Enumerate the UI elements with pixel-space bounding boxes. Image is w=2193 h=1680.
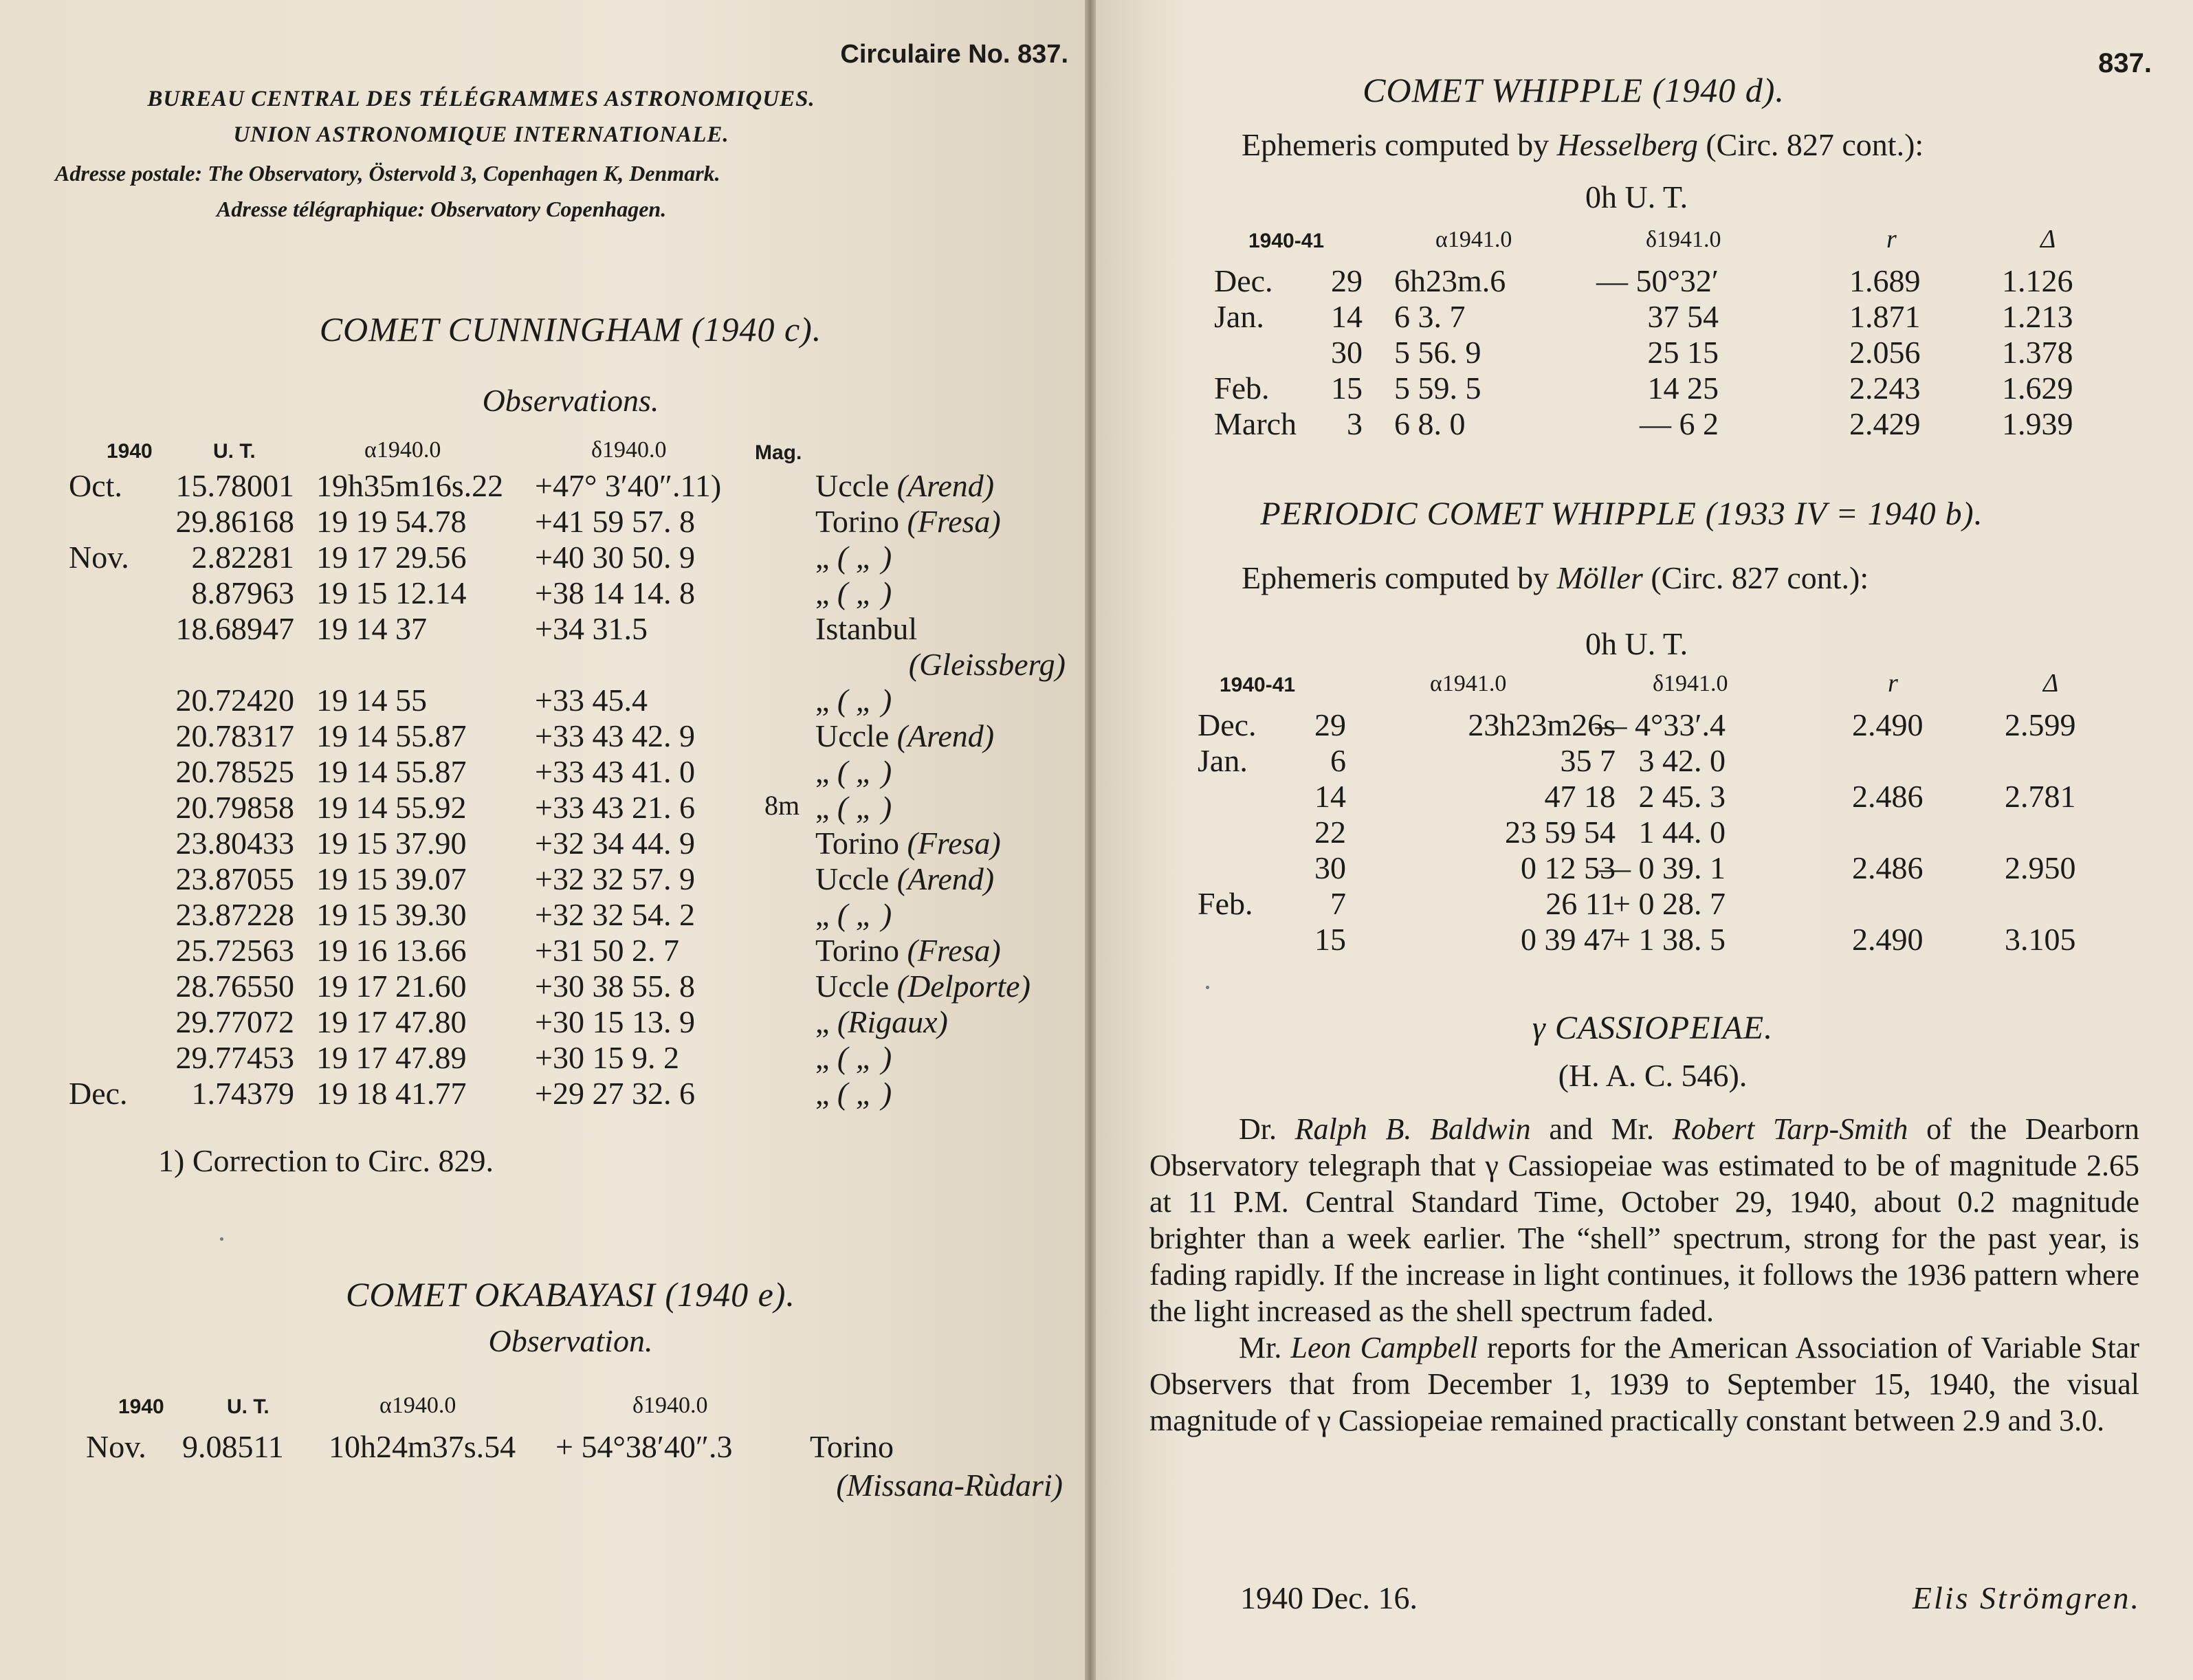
cunningham-subtitle: Observations. — [482, 383, 659, 418]
cell-observer: „ ( „ ) — [815, 1076, 892, 1111]
cell-delta: 1.629 — [2002, 371, 2073, 406]
cell-ut: 20.79858 — [175, 790, 294, 825]
table-row — [1096, 707, 2193, 742]
table-row — [1096, 814, 2193, 850]
cell-ra: 19 14 55.87 — [316, 718, 467, 753]
cell-ra: 5 59. 5 — [1394, 371, 1481, 406]
cell-day: 29 — [1331, 263, 1363, 298]
cell-ut: 28.76550 — [175, 969, 294, 1004]
cell-ra: 6h23m.6 — [1394, 263, 1506, 298]
cell-observer: „ ( „ ) — [815, 540, 892, 575]
cell-day: 22 — [1314, 815, 1346, 850]
cell-observer: „ ( „ ) — [815, 897, 892, 932]
cell-ut: 8.87963 — [191, 575, 294, 610]
cell-dec: +29 27 32. 6 — [535, 1076, 695, 1111]
cell-month: Dec. — [1214, 263, 1273, 298]
cell-day: 29 — [1314, 707, 1346, 742]
cell-ra: 19 17 47.89 — [316, 1040, 467, 1075]
circulaire-number: Circulaire No. 837. — [840, 40, 1068, 69]
table-row — [0, 539, 1086, 575]
cell-day: 30 — [1314, 850, 1346, 885]
cell-day: 6 — [1330, 743, 1346, 778]
table-row — [0, 968, 1086, 1004]
cell-ut: 23.87228 — [175, 897, 294, 932]
col-ra: α1941.0 — [1430, 671, 1507, 696]
whipple-time: 0h U. T. — [1585, 179, 1688, 214]
cell-dec: 2 45. 3 — [1638, 779, 1726, 814]
table-row — [0, 753, 1086, 789]
col-r: r — [1886, 225, 1897, 254]
cell-ra: 19 14 55 — [316, 683, 427, 718]
cell-ra: 19 14 55.92 — [316, 790, 467, 825]
cell-observer: „ ( „ ) — [815, 683, 892, 718]
table-row — [0, 575, 1086, 610]
cell-ra: 19h35m16s.22 — [316, 468, 504, 503]
cell-observer: Torino (Fresa) — [815, 826, 1001, 861]
table-row — [0, 932, 1086, 968]
cell-observer: „ ( „ ) — [815, 790, 892, 825]
cell-ra: 19 15 39.30 — [316, 897, 467, 932]
col-ut: U. T. — [213, 440, 256, 463]
cell-dec: +32 34 44. 9 — [535, 826, 695, 861]
cell-ra: 6 3. 7 — [1394, 299, 1466, 334]
cell-ut: 29.86168 — [175, 504, 294, 539]
cunningham-footnote: 1) Correction to Circ. 829. — [158, 1143, 494, 1178]
table-row — [1096, 263, 2193, 298]
cell-dec: +41 59 57. 8 — [535, 504, 695, 539]
col-year: 1940-41 — [1248, 230, 1325, 252]
cassiopeiae-text — [1149, 1111, 2139, 1439]
table-row — [0, 503, 1086, 539]
cell-mag: 8m — [764, 790, 800, 821]
cell-delta: 2.950 — [2005, 850, 2076, 885]
cell-ra: 0 39 47 — [1521, 922, 1616, 957]
cell-ut: 25.72563 — [175, 933, 294, 968]
text-run: Dr. — [1239, 1112, 1295, 1146]
ephem-suffix: (Circ. 827 cont.): — [1697, 127, 1924, 162]
ephem-prefix: Ephemeris computed by — [1242, 127, 1557, 162]
cell-r: 2.429 — [1849, 406, 1921, 441]
table-row — [0, 825, 1086, 861]
cell-day: 15 — [1331, 371, 1363, 406]
cell-observer: Uccle (Arend) — [815, 468, 995, 503]
cell-dec: +30 15 13. 9 — [535, 1004, 695, 1039]
cell-month: Jan. — [1198, 743, 1248, 778]
cell-month: Feb. — [1214, 371, 1270, 406]
cell-month: Dec. — [1198, 707, 1257, 742]
cell-delta: 2.599 — [2005, 707, 2076, 742]
cell-ra: 35 7 — [1560, 743, 1616, 778]
col-dec: δ1940.0 — [591, 437, 667, 463]
col-mag: Mag. — [755, 441, 802, 464]
cell-ra: 10h24m37s.54 — [329, 1429, 516, 1464]
cell-r: 2.490 — [1852, 707, 1924, 742]
cell-r: 1.871 — [1849, 299, 1921, 334]
paragraph-baldwin — [1149, 1111, 2139, 1329]
cell-ut: 20.78317 — [175, 718, 294, 753]
cell-dec: +34 31.5 — [535, 611, 648, 646]
cell-dec: — 0 39. 1 — [1599, 850, 1726, 885]
cell-observer: „ ( „ ) — [815, 575, 892, 610]
cell-ra: 19 17 21.60 — [316, 969, 467, 1004]
col-ra: α1941.0 — [1435, 227, 1512, 252]
col-year: 1940-41 — [1220, 674, 1296, 696]
cassiopeiae-subtitle: (H. A. C. 546). — [1558, 1058, 1748, 1093]
table-row — [1096, 298, 2193, 334]
table-row — [1096, 850, 2193, 885]
ephem-suffix: (Circ. 827 cont.): — [1642, 560, 1869, 595]
person-name: Leon Campbell — [1290, 1331, 1478, 1364]
cell-observer: Uccle (Arend) — [815, 861, 995, 896]
col-year: 1940 — [107, 440, 153, 463]
cell-ra: 19 15 37.90 — [316, 826, 467, 861]
cell-ra: 19 15 12.14 — [316, 575, 467, 610]
cell-month: Dec. — [69, 1076, 128, 1111]
cell-dec: +33 43 41. 0 — [535, 754, 695, 789]
telegraph-address: Adresse télégraphique: Observatory Copenhagen. — [217, 197, 667, 221]
cell-dec: + 0 28. 7 — [1613, 886, 1726, 921]
cell-dec: + 54°38′40″.3 — [555, 1429, 733, 1464]
col-delta: Δ — [2043, 669, 2059, 698]
table-row — [0, 467, 1086, 503]
cell-r: 1.689 — [1849, 263, 1921, 298]
cell-ra: 19 14 37 — [316, 611, 427, 646]
table-row — [1096, 406, 2193, 441]
col-year: 1940 — [118, 1395, 164, 1418]
cell-dec: +33 45.4 — [535, 683, 648, 718]
whipple-ephemeris-line — [1242, 126, 1924, 163]
cell-r: 2.486 — [1852, 779, 1924, 814]
cell-ut: 23.80433 — [175, 826, 294, 861]
cell-month: March — [1214, 406, 1297, 441]
cell-month: Jan. — [1214, 299, 1264, 334]
cell-day: 14 — [1331, 299, 1363, 334]
footer-date: 1940 Dec. 16. — [1240, 1580, 1418, 1615]
table-row — [0, 682, 1086, 718]
cell-ra: 26 11 — [1545, 886, 1616, 921]
cell-dec: 3 42. 0 — [1638, 743, 1726, 778]
cell-day: 30 — [1331, 335, 1363, 370]
cell-ra: 19 19 54.78 — [316, 504, 467, 539]
cell-dec: +33 43 42. 9 — [535, 718, 695, 753]
cell-dec: +38 14 14. 8 — [535, 575, 695, 610]
cell-dec: + 1 38. 5 — [1613, 922, 1726, 957]
postal-address: Adresse postale: The Observatory, Östervold 3, Copenhagen K, Denmark. — [55, 161, 720, 186]
table-row — [0, 1075, 1086, 1111]
cell-ut: 20.78525 — [175, 754, 294, 789]
cell-r: 2.490 — [1852, 922, 1924, 957]
col-r: r — [1888, 669, 1898, 698]
cell-ra: 5 56. 9 — [1394, 335, 1481, 370]
cell-ra: 19 15 39.07 — [316, 861, 467, 896]
cell-ut: 20.72420 — [175, 683, 294, 718]
okabayasi-title: COMET OKABAYASI (1940 e). — [346, 1275, 795, 1314]
cell-day: 14 — [1314, 779, 1346, 814]
cell-observer: Uccle (Arend) — [815, 718, 995, 753]
periodic-ephemeris-line — [1242, 560, 1869, 596]
periodic-title: PERIODIC COMET WHIPPLE (1933 IV = 1940 b). — [1260, 496, 1983, 532]
union-name: UNION ASTRONOMIQUE INTERNATIONALE. — [233, 122, 729, 147]
cell-r: 2.486 — [1852, 850, 1924, 885]
cell-ut: 29.77453 — [175, 1040, 294, 1075]
cell-observer: „ ( „ ) — [815, 1040, 892, 1075]
cell-ra: 19 16 13.66 — [316, 933, 467, 968]
okabayasi-observer-names: (Missana-Rùdari) — [836, 1468, 1063, 1503]
cell-observer: „ ( „ ) — [815, 754, 892, 789]
table-row — [1096, 370, 2193, 406]
ephem-author: Hesselberg — [1556, 127, 1698, 162]
cell-day: 7 — [1330, 886, 1346, 921]
bureau-name: BUREAU CENTRAL DES TÉLÉGRAMMES ASTRONOMIQUES. — [147, 87, 815, 111]
ephem-prefix: Ephemeris computed by — [1242, 560, 1557, 595]
col-ra: α1940.0 — [379, 1393, 456, 1418]
cell-ut: 1.74379 — [191, 1076, 294, 1111]
footer-signature: Elis Strömgren. — [1912, 1580, 2141, 1615]
table-row — [1096, 742, 2193, 778]
cell-month: Feb. — [1198, 886, 1253, 921]
cassiopeiae-title: γ CASSIOPEIAE. — [1532, 1010, 1774, 1046]
cell-ra: 47 18 — [1544, 779, 1616, 814]
cell-dec: +32 32 54. 2 — [535, 897, 695, 932]
col-delta: Δ — [2040, 225, 2056, 254]
cell-ra: 19 14 55.87 — [316, 754, 467, 789]
cell-ut: 9.08511 — [182, 1429, 284, 1464]
person-name: Robert Tarp-Smith — [1672, 1112, 1908, 1146]
person-name: Ralph B. Baldwin — [1294, 1112, 1531, 1146]
col-dec: δ1940.0 — [632, 1393, 708, 1418]
cell-ra: 23h23m26s — [1468, 707, 1616, 742]
cell-r: 2.243 — [1849, 371, 1921, 406]
table-row — [0, 896, 1086, 932]
paragraph-campbell — [1149, 1329, 2139, 1439]
col-dec: δ1941.0 — [1653, 671, 1728, 696]
cell-month: Oct. — [69, 468, 122, 503]
cell-day: 15 — [1314, 922, 1346, 957]
table-row — [0, 1004, 1086, 1039]
cell-ut: 15.78001 — [175, 468, 294, 503]
cell-dec: +33 43 21. 6 — [535, 790, 695, 825]
cell-ra: 19 17 29.56 — [316, 540, 467, 575]
cell-dec: +30 38 55. 8 — [535, 969, 695, 1004]
cell-dec: — 6 2 — [1640, 406, 1719, 441]
cell-dec: 37 54 — [1647, 299, 1719, 334]
cell-delta: 1.126 — [2002, 263, 2073, 298]
cell-dec: +47° 3′40″.11) — [535, 468, 722, 503]
cell-ra: 0 12 53 — [1521, 850, 1616, 885]
okabayasi-row — [0, 1428, 1086, 1464]
text-run: reports for the American Association of Variable Star Observers that from December 1, 1939 to September 15, 1940, the visual magnitude of γ Cassiopeiae remained practically constant between 2.9 and 3.0. — [1149, 1331, 2139, 1437]
cell-dec: 1 44. 0 — [1638, 815, 1726, 850]
cell-delta: 1.378 — [2002, 335, 2073, 370]
right-page — [1096, 0, 2193, 1680]
cell-observer: Torino (Fresa) — [815, 504, 1001, 539]
cell-month: Nov. — [69, 540, 129, 575]
table-row — [1096, 921, 2193, 957]
text-run: Mr. — [1239, 1331, 1291, 1364]
whipple-title: COMET WHIPPLE (1940 d). — [1363, 71, 1785, 109]
col-dec: δ1941.0 — [1646, 227, 1721, 252]
cell-dec: — 4°33′.4 — [1595, 707, 1726, 742]
cell-dec: 14 25 — [1647, 371, 1719, 406]
cell-delta: 1.213 — [2002, 299, 2073, 334]
cell-observer: Torino — [810, 1429, 894, 1464]
cell-observer: Torino (Fresa) — [815, 933, 1001, 968]
col-ut: U. T. — [227, 1395, 269, 1418]
col-ra: α1940.0 — [364, 437, 441, 463]
cell-day: 3 — [1347, 406, 1363, 441]
cell-r: 2.056 — [1849, 335, 1921, 370]
cell-dec: — 50°32′ — [1596, 263, 1719, 298]
text-run: and Mr. — [1530, 1112, 1673, 1146]
cell-month: Nov. — [86, 1429, 146, 1464]
table-row — [1096, 334, 2193, 370]
cell-observer: Uccle (Delporte) — [815, 969, 1031, 1004]
cell-observer: Istanbul — [815, 611, 918, 646]
cell-ut: 29.77072 — [175, 1004, 294, 1039]
cell-dec: +30 15 9. 2 — [535, 1040, 679, 1075]
cell-dec: +40 30 50. 9 — [535, 540, 695, 575]
cell-delta: 2.781 — [2005, 779, 2076, 814]
cell-ra: 6 8. 0 — [1394, 406, 1466, 441]
table-row — [1096, 885, 2193, 921]
table-row — [0, 610, 1086, 646]
cell-delta: 1.939 — [2002, 406, 2073, 441]
cell-observer: (Gleissberg) — [908, 647, 1066, 682]
cell-dec: +31 50 2. 7 — [535, 933, 679, 968]
cell-ra: 19 18 41.77 — [316, 1076, 467, 1111]
okabayasi-subtitle: Observation. — [488, 1323, 653, 1358]
left-page — [0, 0, 1086, 1680]
cell-observer: „ (Rigaux) — [815, 1004, 948, 1039]
cell-dec: 25 15 — [1647, 335, 1719, 370]
cell-ut: 23.87055 — [175, 861, 294, 896]
cell-ra: 19 17 47.80 — [316, 1004, 467, 1039]
cell-ut: 2.82281 — [191, 540, 294, 575]
ephem-author: Möller — [1556, 560, 1643, 595]
page-number: 837. — [2098, 48, 2152, 78]
table-row — [1096, 778, 2193, 814]
cell-ut: 18.68947 — [175, 611, 294, 646]
text-run: of the Dearborn Observatory telegraph that γ Cassiopeiae was estimated to be of magnitude 2.65 at 11 P.M. Central Standard Time, October 29, 1940, about 0.2 magnitude brighter than a week earlier. The “shell” spectrum, strong for the past year, is fading rapidly. If the increase in light continues, it follows the 1936 pattern where the light increased as the shell spectrum faded. — [1149, 1112, 2139, 1328]
table-row — [0, 718, 1086, 753]
paper-speck — [1206, 986, 1209, 989]
cunningham-title: COMET CUNNINGHAM (1940 c). — [319, 310, 822, 349]
cell-dec: +32 32 57. 9 — [535, 861, 695, 896]
table-row — [0, 861, 1086, 896]
table-row — [0, 789, 1086, 825]
periodic-time: 0h U. T. — [1585, 626, 1688, 661]
cell-delta: 3.105 — [2005, 922, 2076, 957]
cell-ra: 23 59 54 — [1505, 815, 1616, 850]
paper-speck — [220, 1237, 223, 1241]
table-row — [0, 646, 1086, 682]
table-row — [0, 1039, 1086, 1075]
